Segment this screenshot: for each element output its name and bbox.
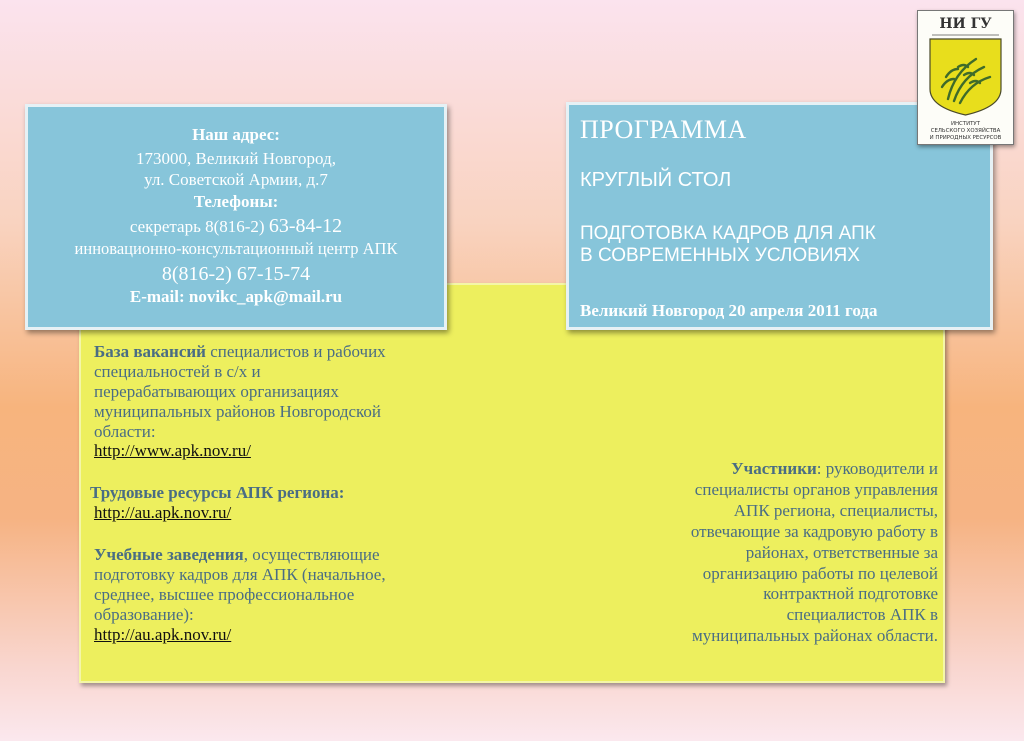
schools-link[interactable]: http://au.apk.nov.ru/ (94, 624, 232, 644)
vacancies-line-4: муниципальных районов Новгородской (94, 401, 382, 421)
vacancies-link[interactable]: http://www.apk.nov.ru/ (94, 441, 251, 461)
secretary-phone (28, 214, 444, 238)
participants-bold: Участники (731, 459, 817, 478)
address-line-1: 173000, Великий Новгород, (136, 149, 336, 168)
participants-text-1: : руководители и (816, 459, 938, 478)
participants-line-4: отвечающие за кадровую работу в (690, 521, 938, 541)
vacancies-line-3: перерабатывающих организациях (94, 381, 339, 401)
program-title: ПРОГРАММА (580, 115, 747, 144)
participants-line-1 (620, 459, 938, 480)
schools-line-1 (94, 545, 454, 565)
vacancies-bold: База вакансий (94, 342, 206, 361)
program-subtitle: КРУГЛЫЙ СТОЛ (580, 169, 732, 191)
program-theme (580, 223, 876, 267)
phones-heading: Телефоны: (193, 192, 279, 211)
address-line-2: ул. Советской Армии, д.7 (144, 170, 328, 189)
vacancies-text-1: специалистов и рабочих (205, 342, 386, 361)
institute-logo (917, 10, 1014, 145)
participants-line-7: контрактной подготовке (763, 584, 938, 604)
schools-text-1: , осуществляющие (243, 545, 380, 564)
schools-block (94, 545, 454, 644)
email-text: E-mail: novikc_apk@mail.ru (129, 287, 343, 306)
contacts-panel (25, 104, 447, 330)
program-theme-line-1: ПОДГОТОВКА КАДРОВ ДЛЯ АПК (580, 223, 876, 244)
center-phone: 8(816-2) 67-15-74 (161, 263, 311, 285)
secretary-label: секретарь 8(816-2) (129, 217, 269, 236)
participants-line-6: организацию работы по целевой (702, 563, 938, 583)
participants-line-9: муниципальных районах области. (691, 626, 938, 646)
participants-line-2: специалисты органов управления (694, 479, 938, 499)
secretary-number: 63-84-12 (268, 215, 343, 237)
vacancies-line-1 (94, 342, 454, 362)
schools-line-2: подготовку кадров для АПК (начальное, (94, 564, 386, 584)
vacancies-line-5: области: (94, 421, 156, 441)
participants-line-3: АПК региона, специалисты, (733, 500, 938, 520)
address-heading: Наш адрес: (192, 125, 280, 144)
logo-caption-2: СЕЛЬСКОГО ХОЗЯЙСТВА (930, 128, 1001, 134)
logo-emblem (918, 11, 1013, 144)
participants-line-8: специалистов АПК в (786, 605, 938, 625)
center-label: инновационно-консультационный центр АПК (74, 239, 398, 258)
resources-column (90, 342, 454, 644)
labor-link[interactable]: http://au.apk.nov.ru/ (94, 503, 232, 523)
vacancies-block (94, 342, 454, 461)
program-city-date: Великий Новгород 20 апреля 2011 года (580, 301, 878, 320)
logo-caption-3: И ПРИРОДНЫХ РЕСУРСОВ (929, 135, 1002, 141)
labor-heading: Трудовые ресурсы АПК региона: (90, 483, 345, 503)
participants-line-5: районах, ответственные за (745, 542, 938, 562)
schools-line-3: среднее, высшее профессиональное (94, 584, 355, 604)
schools-line-4: образование): (94, 604, 194, 624)
labor-block (90, 483, 454, 523)
logo-monogram: НИ ГУ (939, 16, 992, 32)
schools-bold: Учебные заведения (94, 545, 244, 564)
vacancies-line-2: специальностей в с/х и (94, 361, 261, 381)
logo-caption-1: ИНСТИТУТ (950, 121, 981, 127)
participants-block (620, 459, 938, 647)
program-theme-line-2: В СОВРЕМЕННЫХ УСЛОВИЯХ (580, 244, 860, 266)
